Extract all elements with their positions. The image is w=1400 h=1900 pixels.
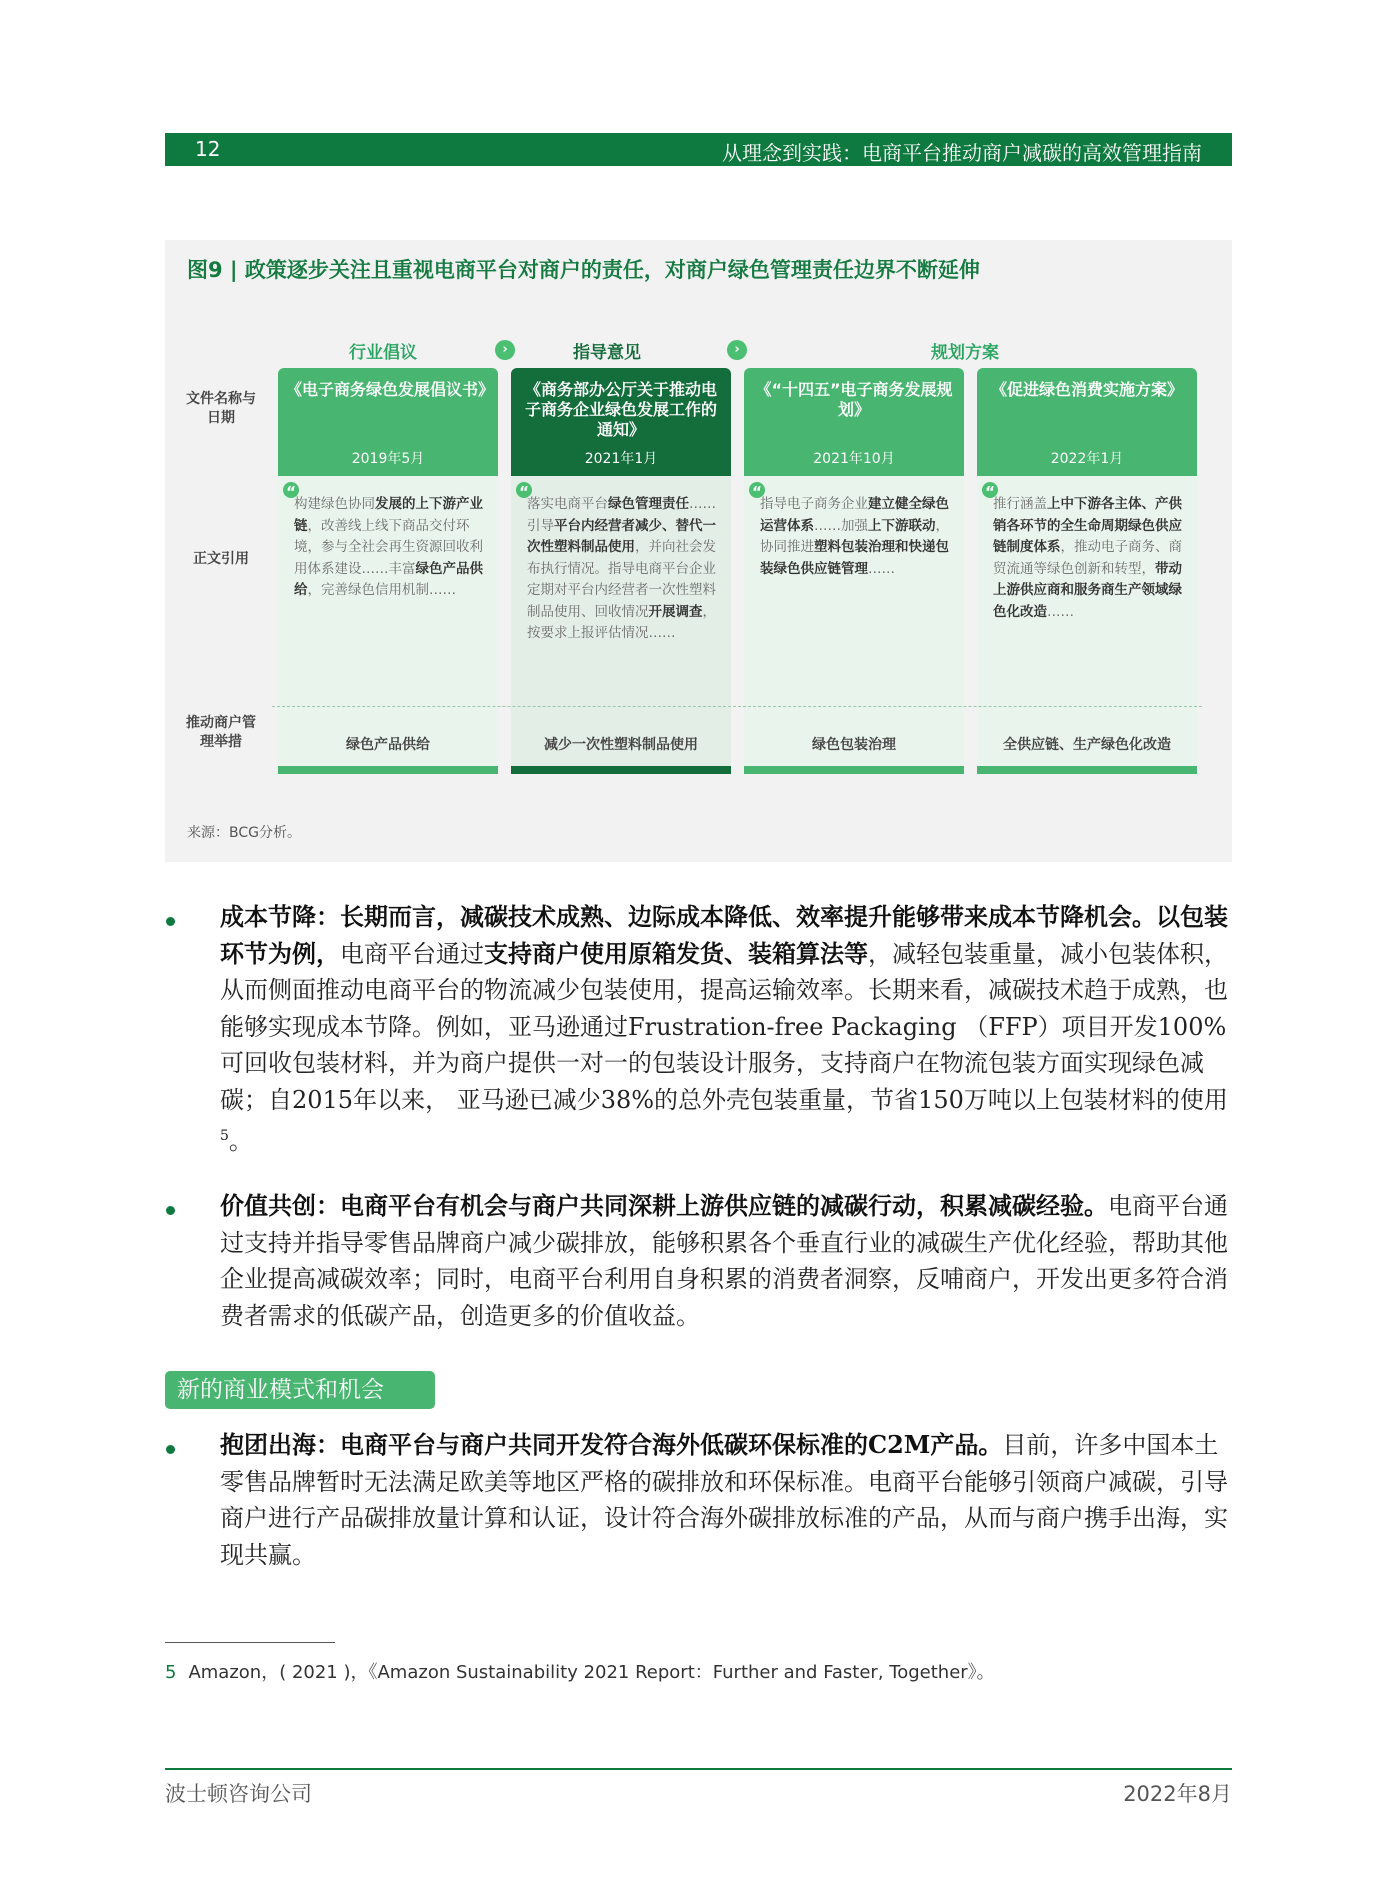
bullet-dot (166, 1445, 175, 1454)
policy-doc-date: 2021年10月 (813, 451, 895, 467)
policy-quote (527, 494, 719, 645)
page-header (165, 133, 1232, 166)
text-run: ，推动电子商务、商贸流通等绿色创新和转型， (993, 539, 1182, 577)
footer-rule (165, 1768, 1232, 1770)
policy-measure: 绿色包装治理 (812, 737, 896, 753)
policy-column (278, 368, 498, 774)
text-run: 推行涵盖 (993, 496, 1047, 512)
policy-measure: 减少一次性塑料制品使用 (544, 737, 698, 753)
text-run: 指导电子商务企业 (760, 496, 868, 512)
policy-doc-date: 2021年1月 (584, 451, 658, 467)
footnote-text: Amazon，( 2021 )，《Amazon Sustainability 2021 Report：Further and Faster, Together》。 (188, 1662, 995, 1683)
section-label: 新的商业模式和机会 (165, 1371, 435, 1409)
bullet-paragraph (220, 1427, 1232, 1573)
row-label-document: 文件名称与日期 (186, 391, 256, 426)
bullet-paragraph (220, 1188, 1232, 1334)
text-run: 电商平台通过支持并指导零售品牌商户减少碳排放，能够积累各个垂直行业的减碳生产优化经验，帮助其他企业提高减碳效率；同时，电商平台利用自身积累的消费者洞察，反哺商户，开发出更多符合消费者需求的低碳产品，创造更多的价值收益。 (220, 1192, 1228, 1330)
policy-doc-date: 2022年1月 (1050, 451, 1124, 467)
figure-panel (165, 240, 1232, 862)
stage-label-guidance: 指导意见 (573, 343, 641, 363)
policy-doc-header (977, 368, 1197, 476)
footnote (165, 1658, 995, 1684)
text-run: 目前，许多中国本土零售品牌暂时无法满足欧美等地区严格的碳排放和环保标准。电商平台能够引领商户减碳，引导商户进行产品碳排放量计算和认证，设计符合海外碳排放标准的产品，从而与商户携手出海，实现共赢。 (220, 1431, 1228, 1569)
chevron-right-icon: › (727, 340, 747, 360)
policy-quote (993, 494, 1185, 623)
policy-doc-name: 《“十四五”电子商务发展规划》 (755, 380, 953, 419)
bullet-paragraph (220, 899, 1232, 1160)
footer-organization: 波士顿咨询公司 (165, 1782, 312, 1806)
text-run: 。 (228, 1127, 253, 1155)
emphasized-text: 发展的上下游产业链 (294, 496, 483, 534)
policy-doc-date: 2019年5月 (351, 451, 425, 467)
bullet-dot (166, 1206, 175, 1215)
footer-date: 2022年8月 (1123, 1782, 1232, 1806)
text-run: ，按要求上报评估情况…… (527, 603, 716, 641)
column-bar (744, 766, 964, 774)
text-run: ……引导 (527, 496, 716, 534)
text-run: ，减轻包装重量，减小包装体积，从而侧面推动电商平台的物流减少包装使用，提高运输效率。长期来看，减碳技术趋于成熟，也能够实现成本节降。例如，亚马逊通过Frustration-free Packaging （FFP）项目开发100%可回收包装材料，并为商户提供一对一的包装设计服务，支持商户在物流包装方面实现绿色减碳；自2015年以来， 亚马逊已减少38%的总外壳包装重量，节省150万吨以上包装材料的使用 (220, 939, 1228, 1114)
emphasized-text: 建立健全绿色运营体系 (760, 496, 949, 534)
quote-icon: “ (982, 482, 998, 498)
text-run: ，改善线上线下商品交付环境，参与全社会再生资源回收利用体系建设……丰富 (294, 517, 483, 577)
text-run: ，协同推进 (760, 517, 949, 555)
text-run: 构建绿色协同 (294, 496, 375, 512)
emphasized-text: 抱团出海：电商平台与商户共同开发符合海外低碳环保标准的C2M产品。 (220, 1430, 1003, 1459)
emphasized-text: 绿色产品供给 (294, 560, 483, 598)
footnote-number: 5 (165, 1662, 177, 1683)
row-label-quote: 正文引用 (193, 551, 249, 567)
policy-column (744, 368, 964, 774)
footnote-reference[interactable]: 5 (220, 1128, 229, 1144)
policy-doc-name: 《商务部办公厅关于推动电子商务企业绿色发展工作的通知》 (524, 380, 717, 439)
emphasized-text: 平台内经营者减少、替代一次性塑料制品使用 (527, 517, 716, 555)
policy-column (511, 368, 731, 774)
policy-measure: 绿色产品供给 (346, 737, 430, 753)
text-run: 落实电商平台 (527, 496, 608, 512)
policy-quote (760, 494, 952, 580)
text-run: ，并向社会发布执行情况。指导电商平台企业定期对平台内经营者一次性塑料制品使用、回收情况 (527, 539, 716, 620)
emphasized-text: 开展调查 (648, 603, 703, 620)
policy-doc-name: 《电子商务绿色发展倡议书》 (286, 380, 495, 399)
column-bar (511, 766, 731, 774)
figure-source: 来源：BCG分析。 (187, 825, 301, 841)
quote-icon: “ (749, 482, 765, 498)
column-bar (278, 766, 498, 774)
text-run: ……加强 (814, 517, 868, 534)
policy-column (977, 368, 1197, 774)
page-number: 12 (195, 137, 221, 161)
emphasized-text: 上中下游各主体、产供销各环节的全生命周期绿色供应链制度体系 (993, 496, 1182, 555)
emphasized-text: 绿色管理责任 (608, 496, 689, 512)
emphasized-text: 成本节降：长期而言，减碳技术成熟、边际成本降低、效率提升能够带来成本节降机会。以包装环节为例， (220, 902, 1228, 968)
policy-doc-header (744, 368, 964, 476)
footnote-rule (165, 1642, 335, 1643)
row-divider (272, 706, 1202, 707)
quote-icon: “ (283, 482, 299, 498)
text-run: …… (1047, 603, 1074, 620)
document-title: 从理念到实践：电商平台推动商户减碳的高效管理指南 (722, 141, 1202, 165)
quote-icon: “ (516, 482, 532, 498)
text-run: 电商平台通过 (340, 939, 484, 968)
policy-doc-header (278, 368, 498, 476)
figure-title: 图9 | 政策逐步关注且重视电商平台对商户的责任，对商户绿色管理责任边界不断延伸 (187, 258, 980, 282)
emphasized-text: 价值共创：电商平台有机会与商户共同深耕上游供应链的减碳行动，积累减碳经验。 (220, 1191, 1108, 1220)
emphasized-text: 塑料包装治理和快递包装绿色供应链管理 (760, 539, 949, 577)
text-run: ，完善绿色信用机制…… (307, 582, 456, 598)
emphasized-text: 支持商户使用原箱发货、装箱算法等 (484, 938, 868, 968)
text-run: …… (868, 560, 895, 577)
policy-measure: 全供应链、生产绿色化改造 (1003, 737, 1171, 753)
row-label-measure: 推动商户管理举措 (186, 715, 256, 750)
policy-doc-name: 《促进绿色消费实施方案》 (990, 380, 1183, 399)
bullet-dot (166, 917, 175, 926)
emphasized-text: 带动上游供应商和服务商生产领域绿色化改造 (993, 560, 1182, 620)
policy-doc-header (511, 368, 731, 476)
stage-label-initiative: 行业倡议 (349, 343, 417, 363)
column-bar (977, 766, 1197, 774)
emphasized-text: 上下游联动 (868, 517, 936, 534)
policy-quote (294, 494, 486, 602)
stage-label-plan: 规划方案 (931, 343, 999, 363)
chevron-right-icon: › (495, 340, 515, 360)
